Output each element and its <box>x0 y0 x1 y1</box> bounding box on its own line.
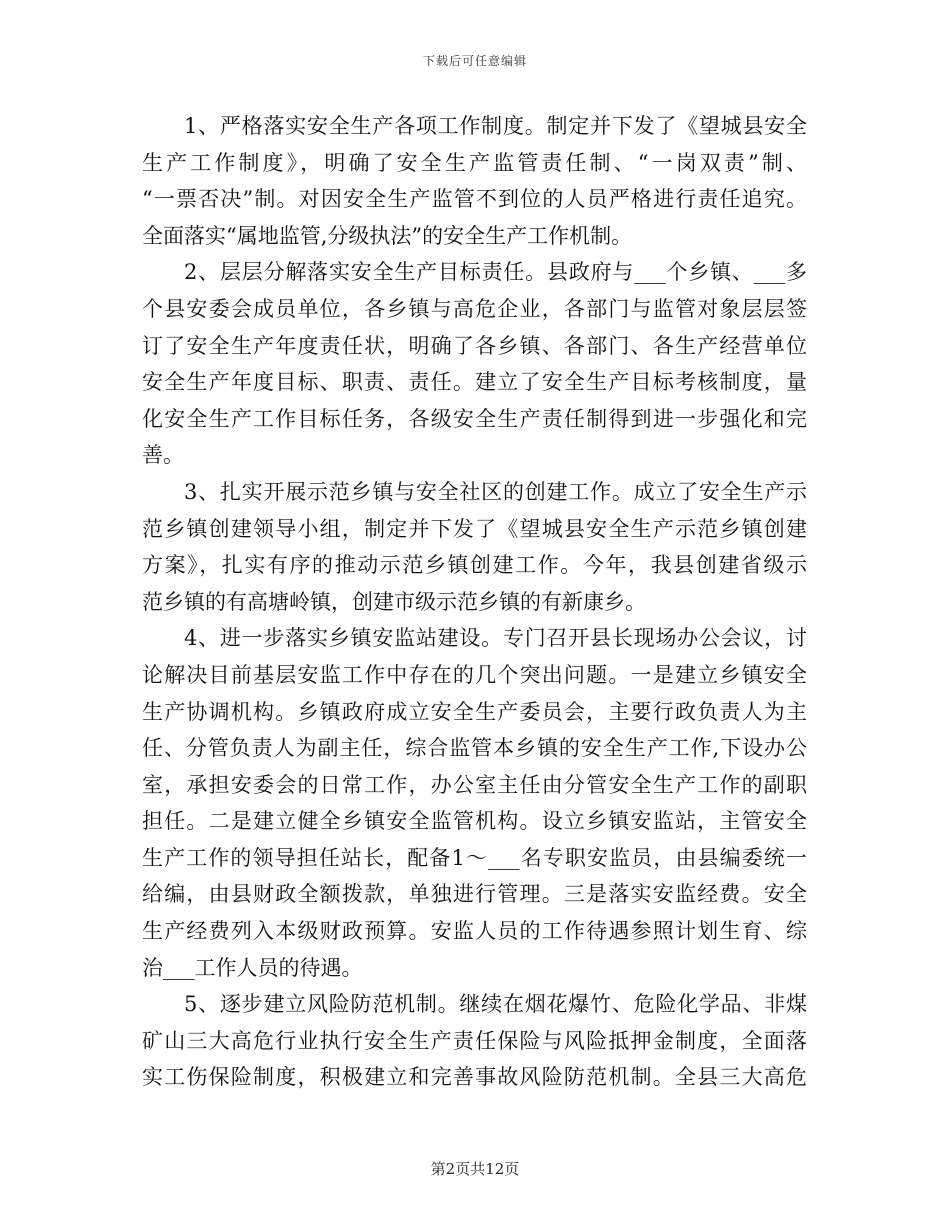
paragraph-1-line-1: 1、严格落实安全生产各项工作制度。制定并下发了《望城县安全 <box>184 114 807 138</box>
paragraph-1-line-2: 生产工作制度》，明确了安全生产监管责任制、“一岗双责”制、 <box>142 150 807 175</box>
page-header: 下载后可任意编辑 <box>422 54 527 68</box>
paragraph-5-line-1: 5、逐步建立风险防范机制。继续在烟花爆竹、危险化学品、非煤 <box>184 992 807 1017</box>
page-number: 第2页共12页 <box>430 1160 520 1178</box>
paragraph-4-line-5: 室，承担安委会的日常工作，办公室主任由分管安全生产工作的副职 <box>142 772 807 797</box>
paragraph-2-line-6: 善。 <box>142 443 184 468</box>
paragraph-1-line-3: “一票否决”制。对因安全生产监管不到位的人员严格进行责任追究。 <box>142 187 807 212</box>
paragraph-2-line-3: 订了安全生产年度责任状，明确了各乡镇、各部门、各生产经营单位 <box>142 333 807 358</box>
paragraph-3-line-4: 范乡镇的有高塘岭镇，创建市级示范乡镇的有新康乡。 <box>142 589 646 614</box>
paragraph-4-line-7: 生产工作的领导担任站长，配备1～___名专职安监员，由县编委统一 <box>142 845 807 870</box>
paragraph-4-line-3: 生产协调机构。乡镇政府成立安全生产委员会，主要行政负责人为主 <box>142 699 807 724</box>
paragraph-2-line-2: 个县安委会成员单位，各乡镇与高危企业，各部门与监管对象层层签 <box>142 296 807 321</box>
paragraph-5-line-3: 实工伤保险制度，积极建立和完善事故风险防范机制。全县三大高危 <box>142 1065 807 1090</box>
paragraph-2-line-4: 安全生产年度目标、职责、责任。建立了安全生产目标考核制度，量 <box>142 370 807 395</box>
paragraph-4-line-6: 担任。二是建立健全乡镇安全监管机构。设立乡镇安监站，主管安全 <box>142 809 807 834</box>
document-body <box>142 108 807 1096</box>
paragraph-3-line-3: 方案》，扎实有序的推动示范乡镇创建工作。今年，我县创建省级示 <box>142 553 807 578</box>
paragraph-1-line-4: 全面落实“属地监管,分级执法”的安全生产工作机制。 <box>142 223 633 248</box>
paragraph-4-line-1: 4、进一步落实乡镇安监站建设。专门召开县长现场办公会议，讨 <box>184 626 807 651</box>
paragraph-2-line-5: 化安全生产工作目标任务，各级安全生产责任制得到进一步强化和完 <box>142 406 807 431</box>
paragraph-3-line-2: 范乡镇创建领导小组，制定并下发了《望城县安全生产示范乡镇创建 <box>142 516 807 541</box>
paragraph-4-line-2: 论解决目前基层安监工作中存在的几个突出问题。一是建立乡镇安全 <box>142 662 807 687</box>
paragraph-4-line-9: 生产经费列入本级财政预算。安监人员的工作待遇参照计划生育、综 <box>142 919 807 944</box>
paragraph-4-line-4: 任、分管负责人为副主任，综合监管本乡镇的安全生产工作,下设办公 <box>142 736 807 761</box>
paragraph-4-line-10: 治___工作人员的待遇。 <box>142 955 363 980</box>
paragraph-4-line-8: 给编，由县财政全额拨款，单独进行管理。三是落实安监经费。安全 <box>142 882 807 907</box>
paragraph-2-line-1: 2、层层分解落实安全生产目标责任。县政府与___个乡镇、___多 <box>184 260 807 285</box>
paragraph-5-line-2: 矿山三大高危行业执行安全生产责任保险与风险抵押金制度，全面落 <box>142 1028 807 1053</box>
paragraph-3-line-1: 3、扎实开展示范乡镇与安全社区的创建工作。成立了安全生产示 <box>184 479 807 504</box>
